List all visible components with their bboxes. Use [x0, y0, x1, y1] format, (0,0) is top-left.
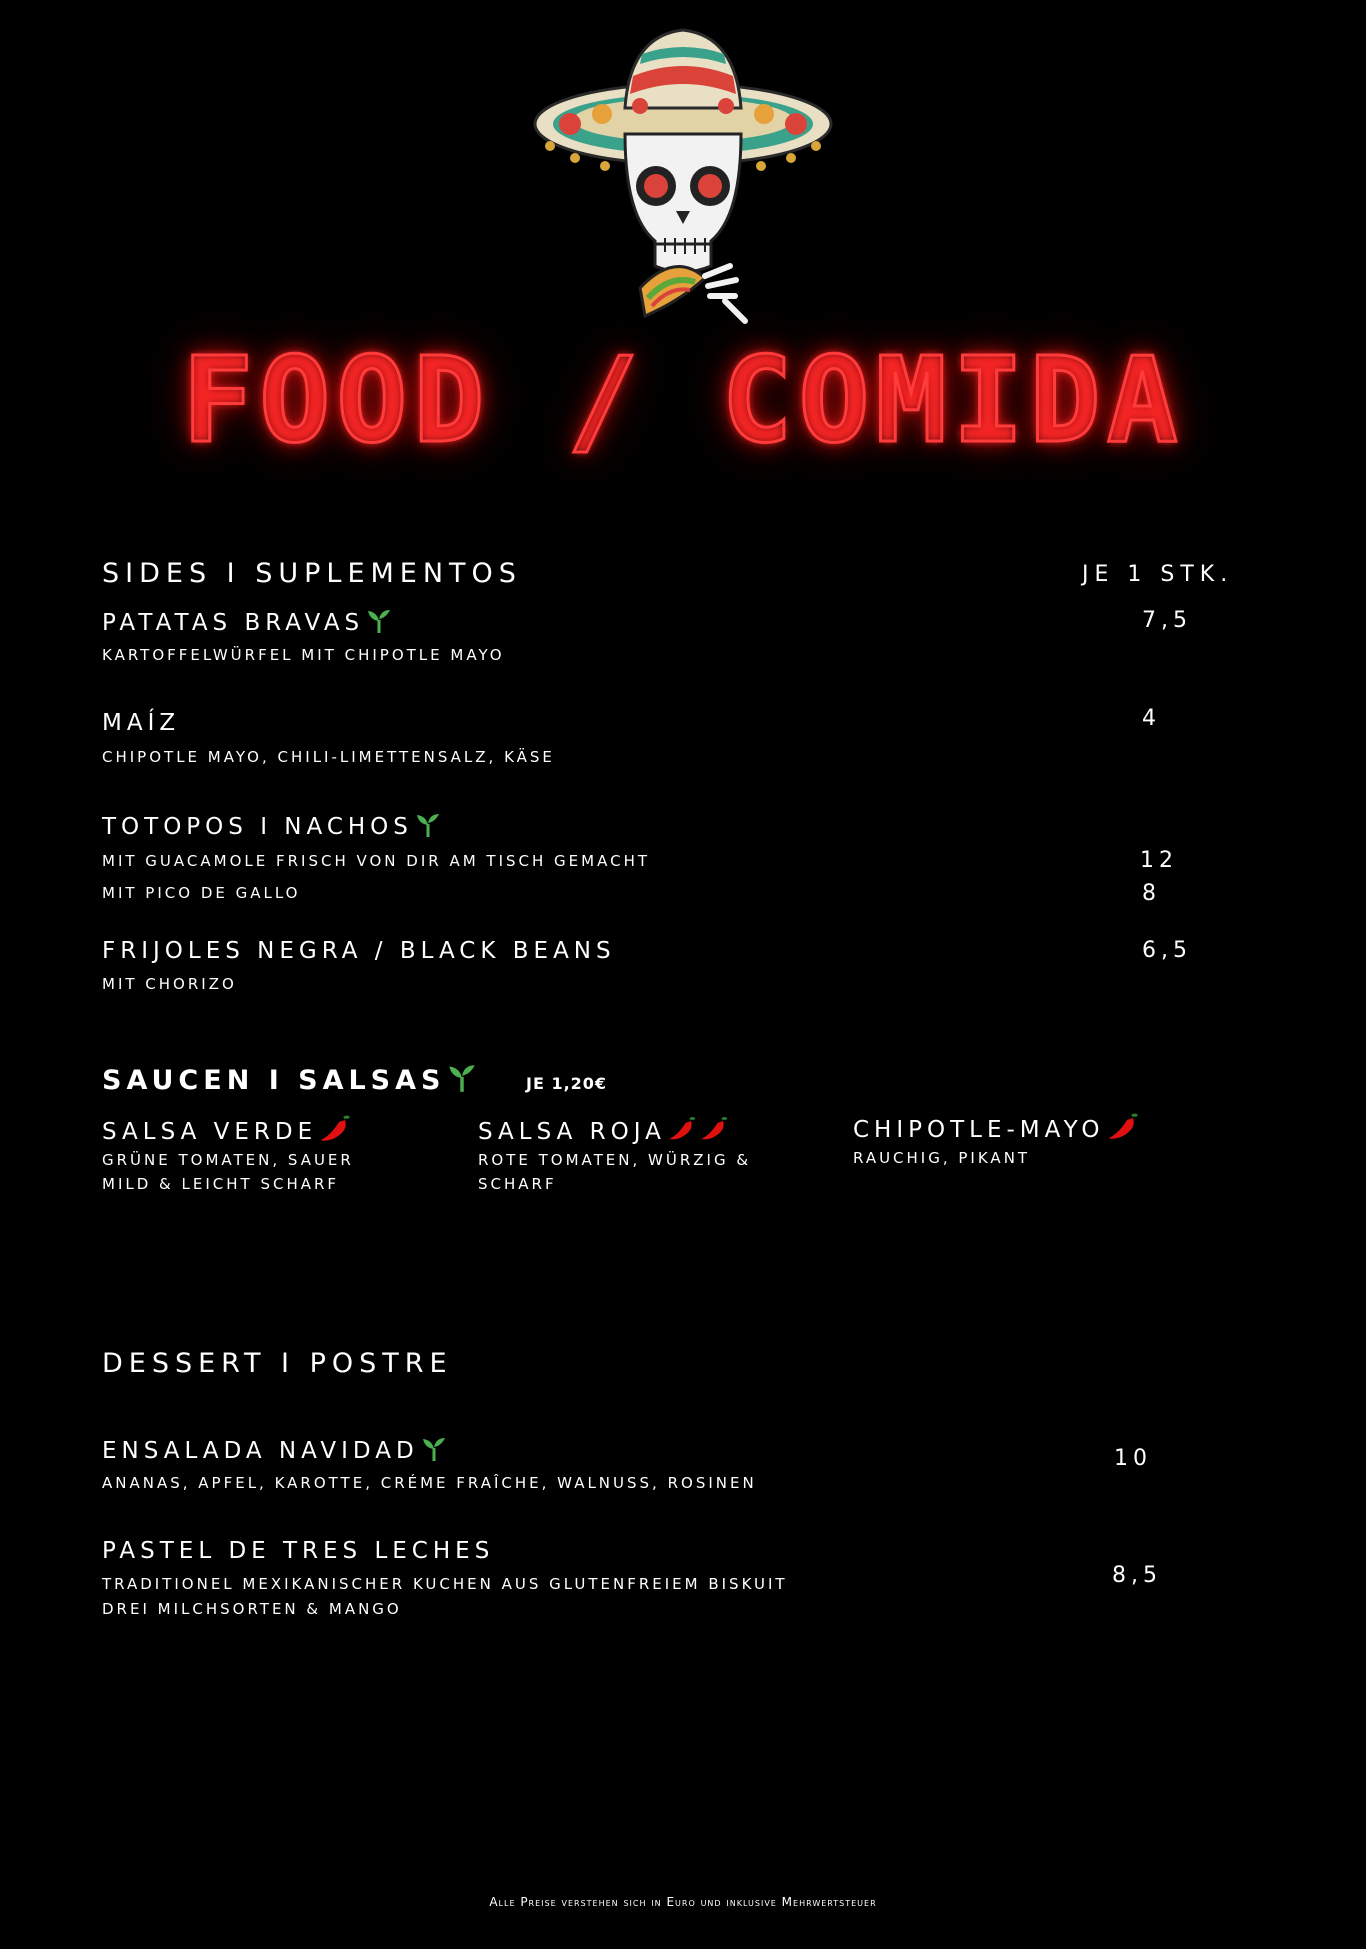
- menu-item-desc: MIT CHORIZO: [102, 975, 237, 993]
- menu-item-desc: TRADITIONEL MEXIKANISCHER KUCHEN AUS GLUTENFREIEM BISKUIT: [102, 1575, 788, 1593]
- price-footnote: Alle Preise verstehen sich in Euro und inklusive Mehrwertsteuer: [489, 1895, 877, 1909]
- sprout-icon: [366, 608, 392, 640]
- salsa-desc: SCHARF: [478, 1175, 557, 1193]
- menu-item-price: 7,5: [1142, 608, 1192, 633]
- sides-heading: SIDES I SUPLEMENTOS: [102, 558, 522, 589]
- menu-item-name: PATATAS BRAVAS: [102, 608, 392, 640]
- menu-item-desc: MIT PICO DE GALLO: [102, 884, 301, 902]
- salsa-desc: GRÜNE TOMATEN, SAUER: [102, 1151, 354, 1169]
- menu-item-price: 8: [1142, 881, 1161, 906]
- sprout-icon: [421, 1436, 447, 1468]
- menu-item-name: MAÍZ: [102, 710, 181, 736]
- salsa-desc: MILD & LEICHT SCHARF: [102, 1175, 340, 1193]
- sugar-skull-logo: [530, 16, 836, 330]
- salsas-heading: SAUCEN I SALSAS: [102, 1063, 477, 1100]
- menu-item-desc: CHIPOTLE MAYO, CHILI-LIMETTENSALZ, KÄSE: [102, 748, 555, 766]
- menu-item-name: FRIJOLES NEGRA / BLACK BEANS: [102, 938, 616, 964]
- dessert-heading: DESSERT I POSTRE: [102, 1348, 453, 1379]
- salsa-desc: RAUCHIG, PIKANT: [853, 1149, 1031, 1167]
- salsa-name: SALSA ROJA: [478, 1115, 730, 1149]
- menu-item-price: 4: [1142, 706, 1161, 731]
- menu-item-name: PASTEL DE TRES LECHES: [102, 1538, 495, 1564]
- sides-unit-note: JE 1 STK.: [1082, 562, 1234, 587]
- sprout-icon: [415, 812, 441, 844]
- menu-item-price: 6,5: [1142, 938, 1192, 963]
- chili-icon: [668, 1115, 698, 1149]
- menu-item-desc: MIT GUACAMOLE FRISCH VON DIR AM TISCH GEMACHT: [102, 852, 651, 870]
- menu-item-name: ENSALADA NAVIDAD: [102, 1436, 447, 1468]
- menu-item-price: 8,5: [1112, 1563, 1162, 1588]
- menu-item-desc: KARTOFFELWÜRFEL MIT CHIPOTLE MAYO: [102, 646, 505, 664]
- chili-icon: [1107, 1113, 1141, 1147]
- menu-item-name: TOTOPOS I NACHOS: [102, 812, 441, 844]
- salsas-price-note: JE 1,20€: [526, 1074, 608, 1093]
- salsa-name: SALSA VERDE: [102, 1115, 353, 1149]
- chili-icon: [319, 1115, 353, 1149]
- menu-item-desc: ANANAS, APFEL, KAROTTE, CRÉME FRAÎCHE, WALNUSS, ROSINEN: [102, 1474, 757, 1492]
- salsa-name: CHIPOTLE-MAYO: [853, 1113, 1141, 1147]
- page-title: FOOD / COMIDA: [182, 331, 1184, 469]
- salsa-desc: ROTE TOMATEN, WÜRZIG &: [478, 1151, 752, 1169]
- menu-item-desc: DREI MILCHSORTEN & MANGO: [102, 1600, 402, 1618]
- menu-item-price: 12: [1140, 848, 1178, 873]
- chili-icon: [700, 1115, 730, 1149]
- sprout-icon: [447, 1063, 477, 1100]
- menu-item-price: 10: [1114, 1446, 1152, 1471]
